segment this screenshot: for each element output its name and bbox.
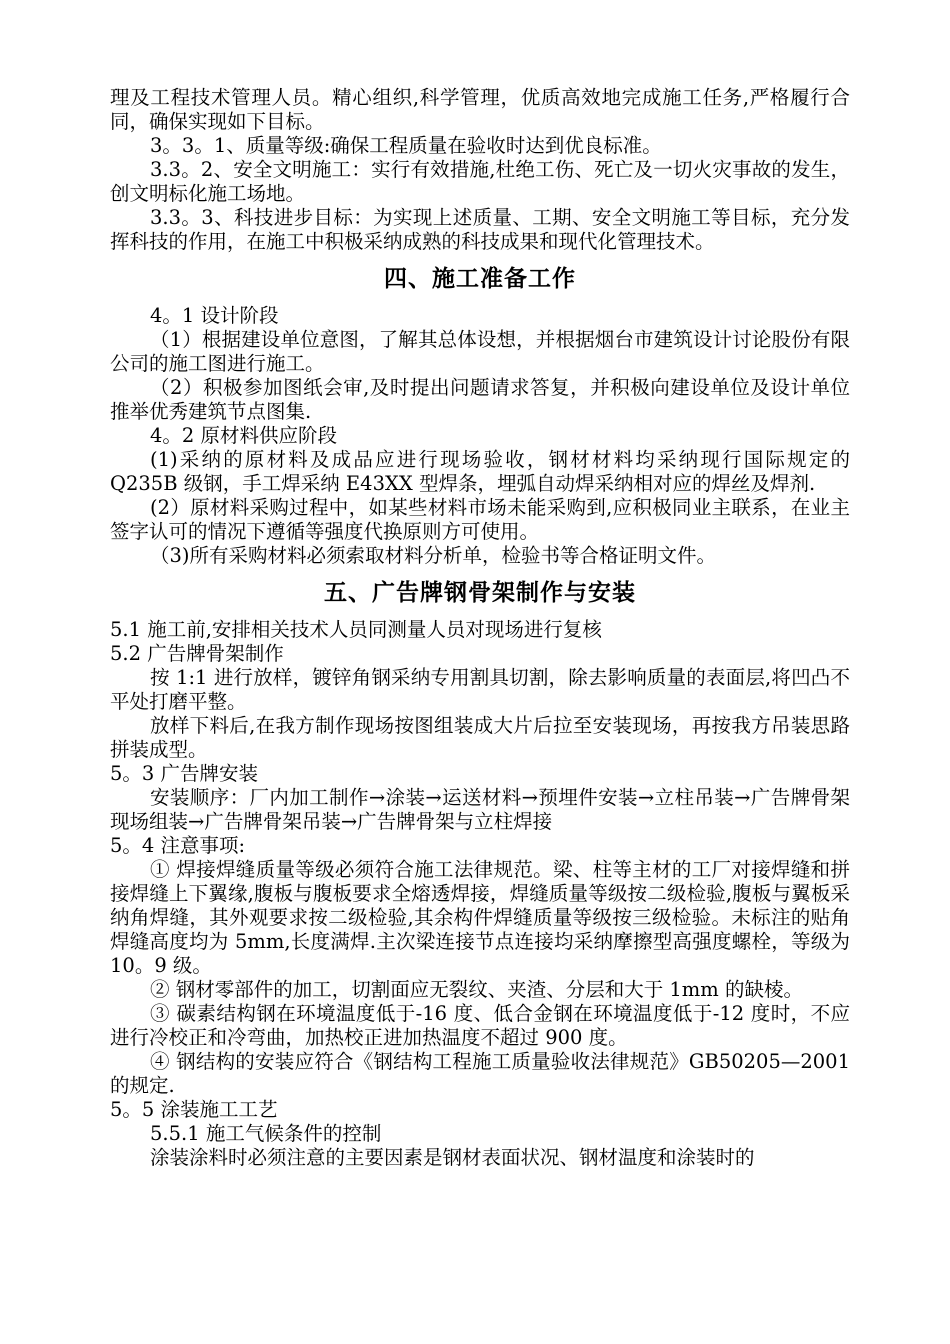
section-5-title: 五、广告牌钢骨架制作与安装 <box>324 580 636 606</box>
section-5-5-heading: 5。5 涂装施工工艺 <box>110 1098 278 1121</box>
section-5-2-para-1: 按 1:1 进行放样，镀锌角钢采纳专用割具切割，除去影响质量的表面层,将凹凸不平处打磨平整。 <box>110 666 850 713</box>
section-5-4-item-1: ① 焊接焊缝质量等级必须符合施工法律规范。梁、柱等主材的工厂对接焊缝和拼接焊缝上下翼缘,腹板与腹板要求全熔透焊接，焊缝质量等级按二级检验,腹板与翼板采纳角焊缝，其外观要求按二级检验,其余构件焊缝质量等级按三级检验。未标注的贴角焊缝高度均为 5mm,长度满焊.主次梁连接节点连接均采纳摩擦型高强度螺栓，等级为 10。9 级。 <box>110 858 850 977</box>
intro-paragraph: 理及工程技术管理人员。精心组织,科学管理，优质高效地完成施工任务,严格履行合同，确保实现如下目标。 <box>110 86 850 133</box>
section-5-5-1-para: 涂装涂料时必须注意的主要因素是钢材表面状况、钢材温度和涂装时的 <box>150 1146 755 1169</box>
section-4-2-item-2: (2）原材料采购过程中，如某些材料市场未能采购到,应积极同业主联系，在业主签字认可的情况下遵循等强度代换原则方可使用。 <box>110 496 850 543</box>
section-5-4-item-2: ② 钢材零部件的加工，切割面应无裂纹、夹渣、分层和大于 1mm 的缺棱。 <box>150 978 803 1001</box>
section-5-1-paragraph: 5.1 施工前,安排相关技术人员同测量人员对现场进行复核 <box>110 618 602 641</box>
section-5-4-heading: 5。4 注意事项: <box>110 834 246 857</box>
section-5-2-para-2: 放样下料后,在我方制作现场按图组装成大片后拉至安装现场，再按我方吊装思路拼装成型。 <box>110 714 850 761</box>
section-4-2-heading: 4。2 原材料供应阶段 <box>150 424 338 447</box>
quality-goal-paragraph: 3。3。1、质量等级:确保工程质量在验收时达到优良标准。 <box>150 134 662 157</box>
section-5-5-1-heading: 5.5.1 施工气候条件的控制 <box>150 1122 382 1145</box>
section-4-1-heading: 4。1 设计阶段 <box>150 304 279 327</box>
section-5-4-item-4: ④ 钢结构的安装应符合《钢结构工程施工质量验收法律规范》GB50205—2001 的规定. <box>110 1050 850 1097</box>
tech-goal-paragraph: 3.3。3、科技进步目标：为实现上述质量、工期、安全文明施工等目标，充分发挥科技的作用，在施工中积极采纳成熟的科技成果和现代化管理技术。 <box>110 206 850 253</box>
section-5-3-heading: 5。3 广告牌安装 <box>110 762 259 785</box>
section-4-2-item-3: （3)所有采购材料必须索取材料分析单，检验书等合格证明文件。 <box>150 544 717 567</box>
section-4-title: 四、施工准备工作 <box>384 266 576 292</box>
section-5-3-para: 安装顺序：厂内加工制作→涂装→运送材料→预埋件安装→立柱吊装→广告牌骨架现场组装→广告牌骨架吊装→广告牌骨架与立柱焊接 <box>110 786 850 833</box>
safety-goal-paragraph: 3.3。2、安全文明施工：实行有效措施,杜绝工伤、死亡及一切火灾事故的发生，创文明标化施工场地。 <box>110 158 850 205</box>
section-4-1-item-2: （2）积极参加图纸会审,及时提出问题请求答复，并积极向建设单位及设计单位推举优秀建筑节点图集. <box>110 376 850 423</box>
section-5-2-heading: 5.2 广告牌骨架制作 <box>110 642 284 665</box>
document-page <box>110 86 850 1170</box>
section-5-4-item-3: ③ 碳素结构钢在环境温度低于-16 度、低合金钢在环境温度低于-12 度时，不应进行冷校正和冷弯曲，加热校正进加热温度不超过 900 度。 <box>110 1002 850 1049</box>
section-4-2-item-1: (1)采纳的原材料及成品应进行现场验收，钢材材料均采纳现行国际规定的 Q235B 级钢，手工焊采纳 E43XX 型焊条，埋弧自动焊采纳相对应的焊丝及焊剂. <box>110 448 850 495</box>
section-4-1-item-1: （1）根据建设单位意图，了解其总体设想，并根据烟台市建筑设计讨论股份有限公司的施工图进行施工。 <box>110 328 850 375</box>
